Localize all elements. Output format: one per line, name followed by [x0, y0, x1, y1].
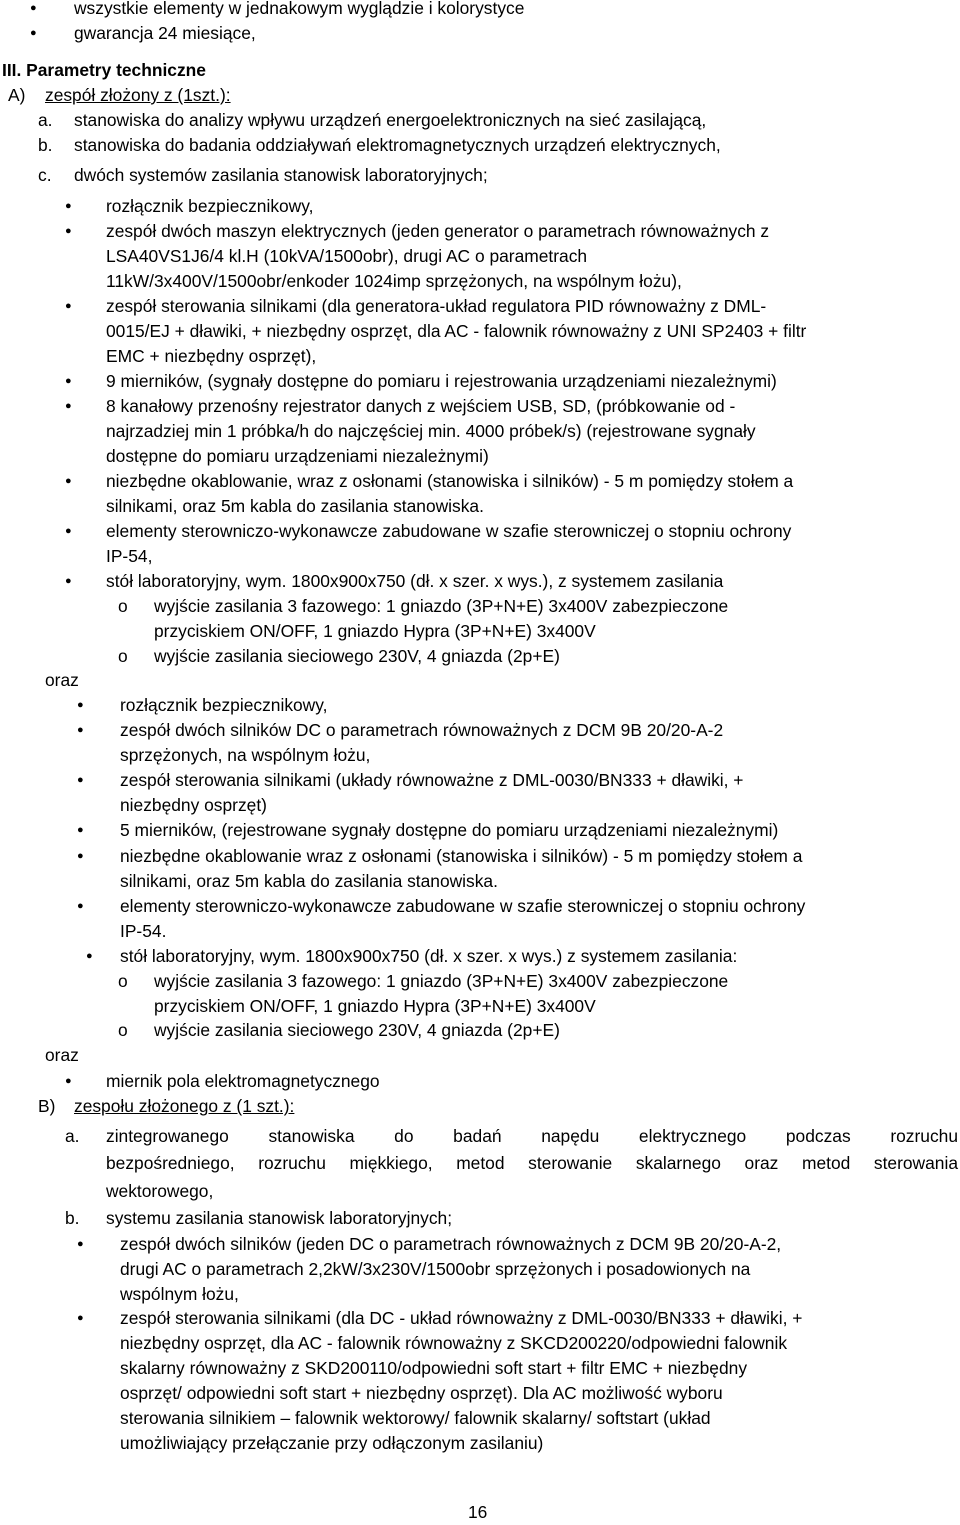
item-marker: c.: [38, 165, 52, 185]
group-a-title: zespół złożony z (1szt.):: [45, 85, 231, 105]
list-item-line: zespół sterowania silnikami (układy równoważne z DML-0030/BN333 + dławiki, +: [120, 770, 744, 790]
bullet-icon: ●: [65, 225, 72, 237]
list-item-line: zespół dwóch maszyn elektrycznych (jeden generator o parametrach równoważnych z: [106, 221, 770, 241]
list-item-line: sprzężonych, na wspólnym łożu,: [120, 745, 371, 765]
group-b-marker: B): [38, 1096, 56, 1116]
item-marker: a.: [65, 1126, 80, 1146]
list-item-line: rozłącznik bezpiecznikowy,: [120, 695, 328, 715]
bullet-icon: ●: [86, 950, 93, 962]
bullet-icon: ●: [77, 1312, 84, 1324]
bullet-icon: ●: [65, 200, 72, 212]
bullet-icon: ●: [65, 1075, 72, 1087]
item-text: stanowiska do analizy wpływu urządzeń energoelektronicznych na sieć zasilającą,: [74, 110, 707, 130]
list-item-line: 11kW/3x400V/1500obr/enkoder 1024imp sprzężonych, na wspólnym łożu),: [106, 271, 682, 291]
bullet-icon: ●: [77, 724, 84, 736]
list-item-line: 0015/EJ + dławiki, + niezbędny osprzęt, dla AC - falownik równoważny z UNI SP2403 + filtr: [106, 321, 807, 341]
list-item-line: wyjście zasilania sieciowego 230V, 4 gniazda (2p+E): [154, 646, 560, 666]
item-text: bezpośredniego, rozruchu miękkiego, metod sterowanie skalarnego oraz metod sterowania: [106, 1153, 958, 1173]
item-text: systemu zasilania stanowisk laboratoryjnych;: [106, 1208, 453, 1228]
oraz-label: oraz: [45, 670, 79, 690]
top-bullet-text: wszystkie elementy w jednakowym wyglądzie i kolorystyce: [74, 0, 525, 18]
page-number: 16: [468, 1502, 488, 1522]
list-item-line: stół laboratoryjny, wym. 1800x900x750 (dł. x szer. x wys.) z systemem zasilania:: [120, 946, 738, 966]
list-item-line: przyciskiem ON/OFF, 1 gniazdo Hypra (3P+N+E) 3x400V: [154, 996, 596, 1016]
circle-bullet-icon: o: [118, 596, 128, 616]
item-text: zintegrowanego stanowiska do badań napędu elektrycznego podczas rozruchu: [106, 1126, 958, 1146]
item-marker: a.: [38, 110, 53, 130]
list-item-line: silnikami, oraz 5m kabla do zasilania stanowiska.: [120, 871, 498, 891]
item-text: stanowiska do badania oddziaływań elektromagnetycznych urządzeń elektrycznych,: [74, 135, 721, 155]
list-item-line: niezbędne okablowanie, wraz z osłonami (stanowiska i silników) - 5 m pomiędzy stołem a: [106, 471, 794, 491]
bullet-icon: ●: [65, 375, 72, 387]
item-marker: b.: [38, 135, 53, 155]
list-item-line: zespół sterowania silnikami (dla generatora-układ regulatora PID równoważny z DML-: [106, 296, 767, 316]
bullet-icon: ●: [65, 525, 72, 537]
list-item-line: dostępne do pomiaru urządzeniami niezależnymi): [106, 446, 489, 466]
list-item-line: miernik pola elektromagnetycznego: [106, 1071, 380, 1091]
bullet-icon: ●: [77, 774, 84, 786]
list-item-line: 5 mierników, (rejestrowane sygnały dostępne do pomiaru urządzeniami niezależnymi): [120, 820, 779, 840]
bullet-icon: ●: [30, 27, 37, 39]
bullet-icon: ●: [77, 850, 84, 862]
bullet-icon: ●: [65, 400, 72, 412]
top-bullet-text: gwarancja 24 miesiące,: [74, 23, 256, 43]
list-item-line: wyjście zasilania 3 fazowego: 1 gniazdo (3P+N+E) 3x400V zabezpieczone: [154, 596, 729, 616]
bullet-icon: ●: [65, 300, 72, 312]
group-a-marker: A): [8, 85, 26, 105]
list-item-line: skalarny równoważny z SKD200110/odpowiedni soft start + filtr EMC + niezbędny: [120, 1358, 748, 1378]
list-item-line: IP-54,: [106, 546, 153, 566]
group-b-title: zespołu złożonego z (1 szt.):: [74, 1096, 295, 1116]
list-item-line: niezbędny osprzęt): [120, 795, 267, 815]
oraz-label: oraz: [45, 1045, 79, 1065]
list-item-line: IP-54.: [120, 921, 167, 941]
list-item-line: silnikami, oraz 5m kabla do zasilania stanowiska.: [106, 496, 484, 516]
bullet-icon: ●: [77, 824, 84, 836]
list-item-line: drugi AC o parametrach 2,2kW/3x230V/1500obr sprzężonych i posadowionych na: [120, 1259, 751, 1279]
list-item-line: zespół dwóch silników (jeden DC o parametrach równoważnych z DCM 9B 20/20-A-2,: [120, 1234, 782, 1254]
bullet-icon: ●: [30, 2, 37, 14]
list-item-line: EMC + niezbędny osprzęt),: [106, 346, 317, 366]
list-item-line: elementy sterowniczo-wykonawcze zabudowane w szafie sterowniczej o stopniu ochrony: [120, 896, 806, 916]
section-title: III. Parametry techniczne: [2, 60, 206, 80]
list-item-line: wyjście zasilania sieciowego 230V, 4 gniazda (2p+E): [154, 1020, 560, 1040]
list-item-line: niezbędny osprzęt, dla AC - falownik równoważny z SKCD200220/odpowiedni falownik: [120, 1333, 788, 1353]
list-item-line: stół laboratoryjny, wym. 1800x900x750 (dł. x szer. x wys.), z systemem zasilania: [106, 571, 724, 591]
circle-bullet-icon: o: [118, 1020, 128, 1040]
item-text: wektorowego,: [106, 1181, 214, 1201]
item-marker: b.: [65, 1208, 80, 1228]
bullet-icon: ●: [65, 575, 72, 587]
list-item-line: sterowania silnikiem – falownik wektorowy/ falownik skalarny/ softstart (układ: [120, 1408, 711, 1428]
bullet-icon: ●: [65, 475, 72, 487]
list-item-line: najrzadziej min 1 próbka/h do najczęściej min. 4000 próbek/s) (rejestrowane sygnały: [106, 421, 756, 441]
bullet-icon: ●: [77, 1238, 84, 1250]
list-item-line: niezbędne okablowanie wraz z osłonami (stanowiska i silników) - 5 m pomiędzy stołem a: [120, 846, 803, 866]
list-item-line: zespół dwóch silników DC o parametrach równoważnych z DCM 9B 20/20-A-2: [120, 720, 724, 740]
circle-bullet-icon: o: [118, 646, 128, 666]
list-item-line: 8 kanałowy przenośny rejestrator danych z wejściem USB, SD, (próbkowanie od -: [106, 396, 736, 416]
bullet-icon: ●: [77, 699, 84, 711]
list-item-line: 9 mierników, (sygnały dostępne do pomiaru i rejestrowania urządzeniami niezależnymi): [106, 371, 777, 391]
list-item-line: umożliwiający przełączanie przy odłączonym zasilaniu): [120, 1433, 544, 1453]
list-item-line: wspólnym łożu,: [120, 1284, 239, 1304]
list-item-line: rozłącznik bezpiecznikowy,: [106, 196, 314, 216]
bullet-icon: ●: [77, 900, 84, 912]
list-item-line: zespół sterowania silnikami (dla DC - układ równoważny z DML-0030/BN333 + dławiki, +: [120, 1308, 803, 1328]
item-text: dwóch systemów zasilania stanowisk laboratoryjnych;: [74, 165, 488, 185]
list-item-line: wyjście zasilania 3 fazowego: 1 gniazdo (3P+N+E) 3x400V zabezpieczone: [154, 971, 729, 991]
circle-bullet-icon: o: [118, 971, 128, 991]
list-item-line: osprzęt/ odpowiedni soft start + niezbędny osprzęt). Dla AC możliwość wyboru: [120, 1383, 723, 1403]
list-item-line: elementy sterowniczo-wykonawcze zabudowane w szafie sterowniczej o stopniu ochrony: [106, 521, 792, 541]
list-item-line: przyciskiem ON/OFF, 1 gniazdo Hypra (3P+N+E) 3x400V: [154, 621, 596, 641]
list-item-line: LSA40VS1J6/4 kl.H (10kVA/1500obr), drugi AC o parametrach: [106, 246, 588, 266]
